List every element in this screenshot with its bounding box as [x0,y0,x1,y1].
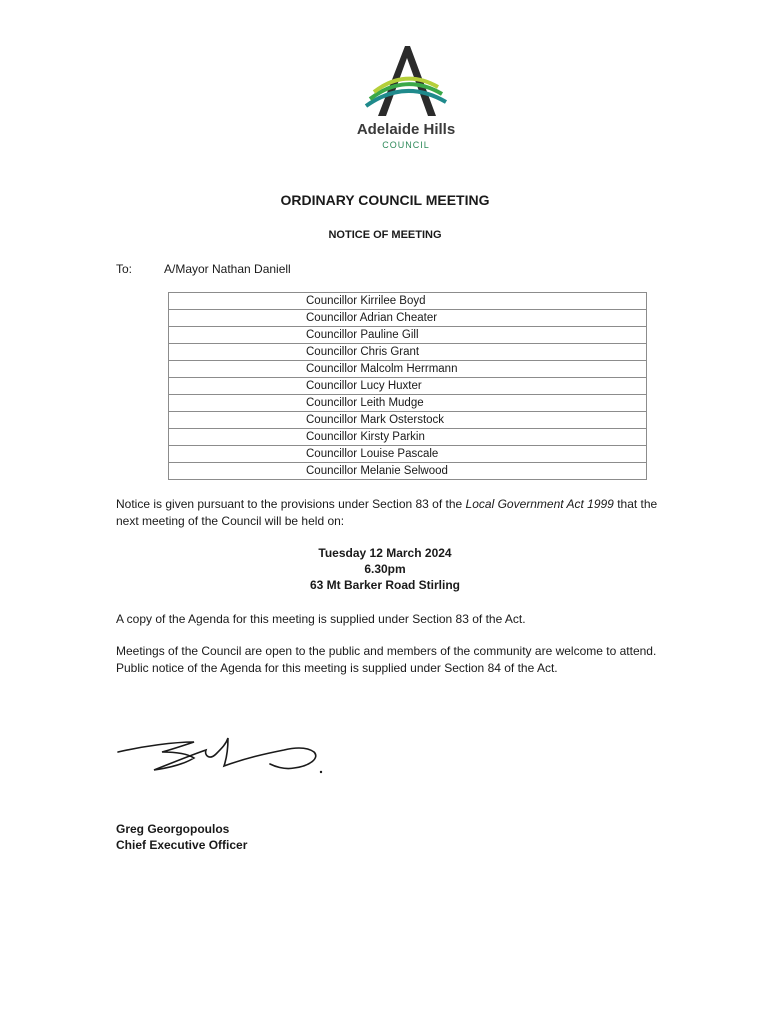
table-row [169,412,647,429]
table-row [169,429,647,446]
public-notice-paragraph: Meetings of the Council are open to the public and members of the community are welcome to attend. Public notice of the Agenda for this meeting is supplied under Section 84 of the Act. [116,644,657,675]
table-row [169,327,647,344]
recipient-cell: Councillor Kirrilee Boyd [169,293,647,310]
table-row [169,344,647,361]
agenda-copy-paragraph: A copy of the Agenda for this meeting is supplied under Section 83 of the Act. [116,612,526,626]
council-logo [340,44,470,154]
table-row [169,361,647,378]
act-name: Local Government Act 1999 [465,497,614,511]
signature-dot [320,771,322,773]
recipient-cell: Councillor Leith Mudge [169,395,647,412]
signature-icon [114,730,334,780]
recipient-cell: Councillor Adrian Cheater [169,310,647,327]
table-row [169,378,647,395]
table-row [169,463,647,480]
table-row [169,395,647,412]
meeting-location: 63 Mt Barker Road Stirling [309,578,461,592]
to-label: To: [116,262,133,276]
adelaide-hills-logo-icon [360,44,450,118]
recipient-cell: Councillor Louise Pascale [169,446,647,463]
meeting-date: Tuesday 12 March 2024 [318,546,452,560]
recipient-cell: Councillor Mark Osterstock [169,412,647,429]
document-subtitle: NOTICE OF MEETING [328,229,442,241]
table-row [169,310,647,327]
recipient-cell: Councillor Chris Grant [169,344,647,361]
document-title: ORDINARY COUNCIL MEETING [280,192,490,208]
signer-name: Greg Georgopoulos [116,822,230,836]
signer-title: Chief Executive Officer [116,838,248,852]
to-recipient: A/Mayor Nathan Daniell [164,262,291,276]
logo-subtitle: COUNCIL [382,140,430,150]
notice-text-after: that the next meeting of the Council will be held on: [116,497,658,528]
meeting-details [0,545,770,593]
recipient-cell: Councillor Pauline Gill [169,327,647,344]
table-row [169,293,647,310]
recipient-cell: Councillor Lucy Huxter [169,378,647,395]
recipient-table [168,292,647,480]
recipient-cell: Councillor Kirsty Parkin [169,429,647,446]
recipient-cell: Councillor Melanie Selwood [169,463,647,480]
notice-paragraph [116,496,676,529]
recipient-cell: Councillor Malcolm Herrmann [169,361,647,378]
table-row [169,446,647,463]
notice-text-before: Notice is given pursuant to the provisions under Section 83 of the [116,497,466,511]
logo-name: Adelaide Hills [356,121,456,138]
signature-stroke [118,738,316,770]
signer-block [116,821,247,853]
meeting-time: 6.30pm [364,562,406,576]
